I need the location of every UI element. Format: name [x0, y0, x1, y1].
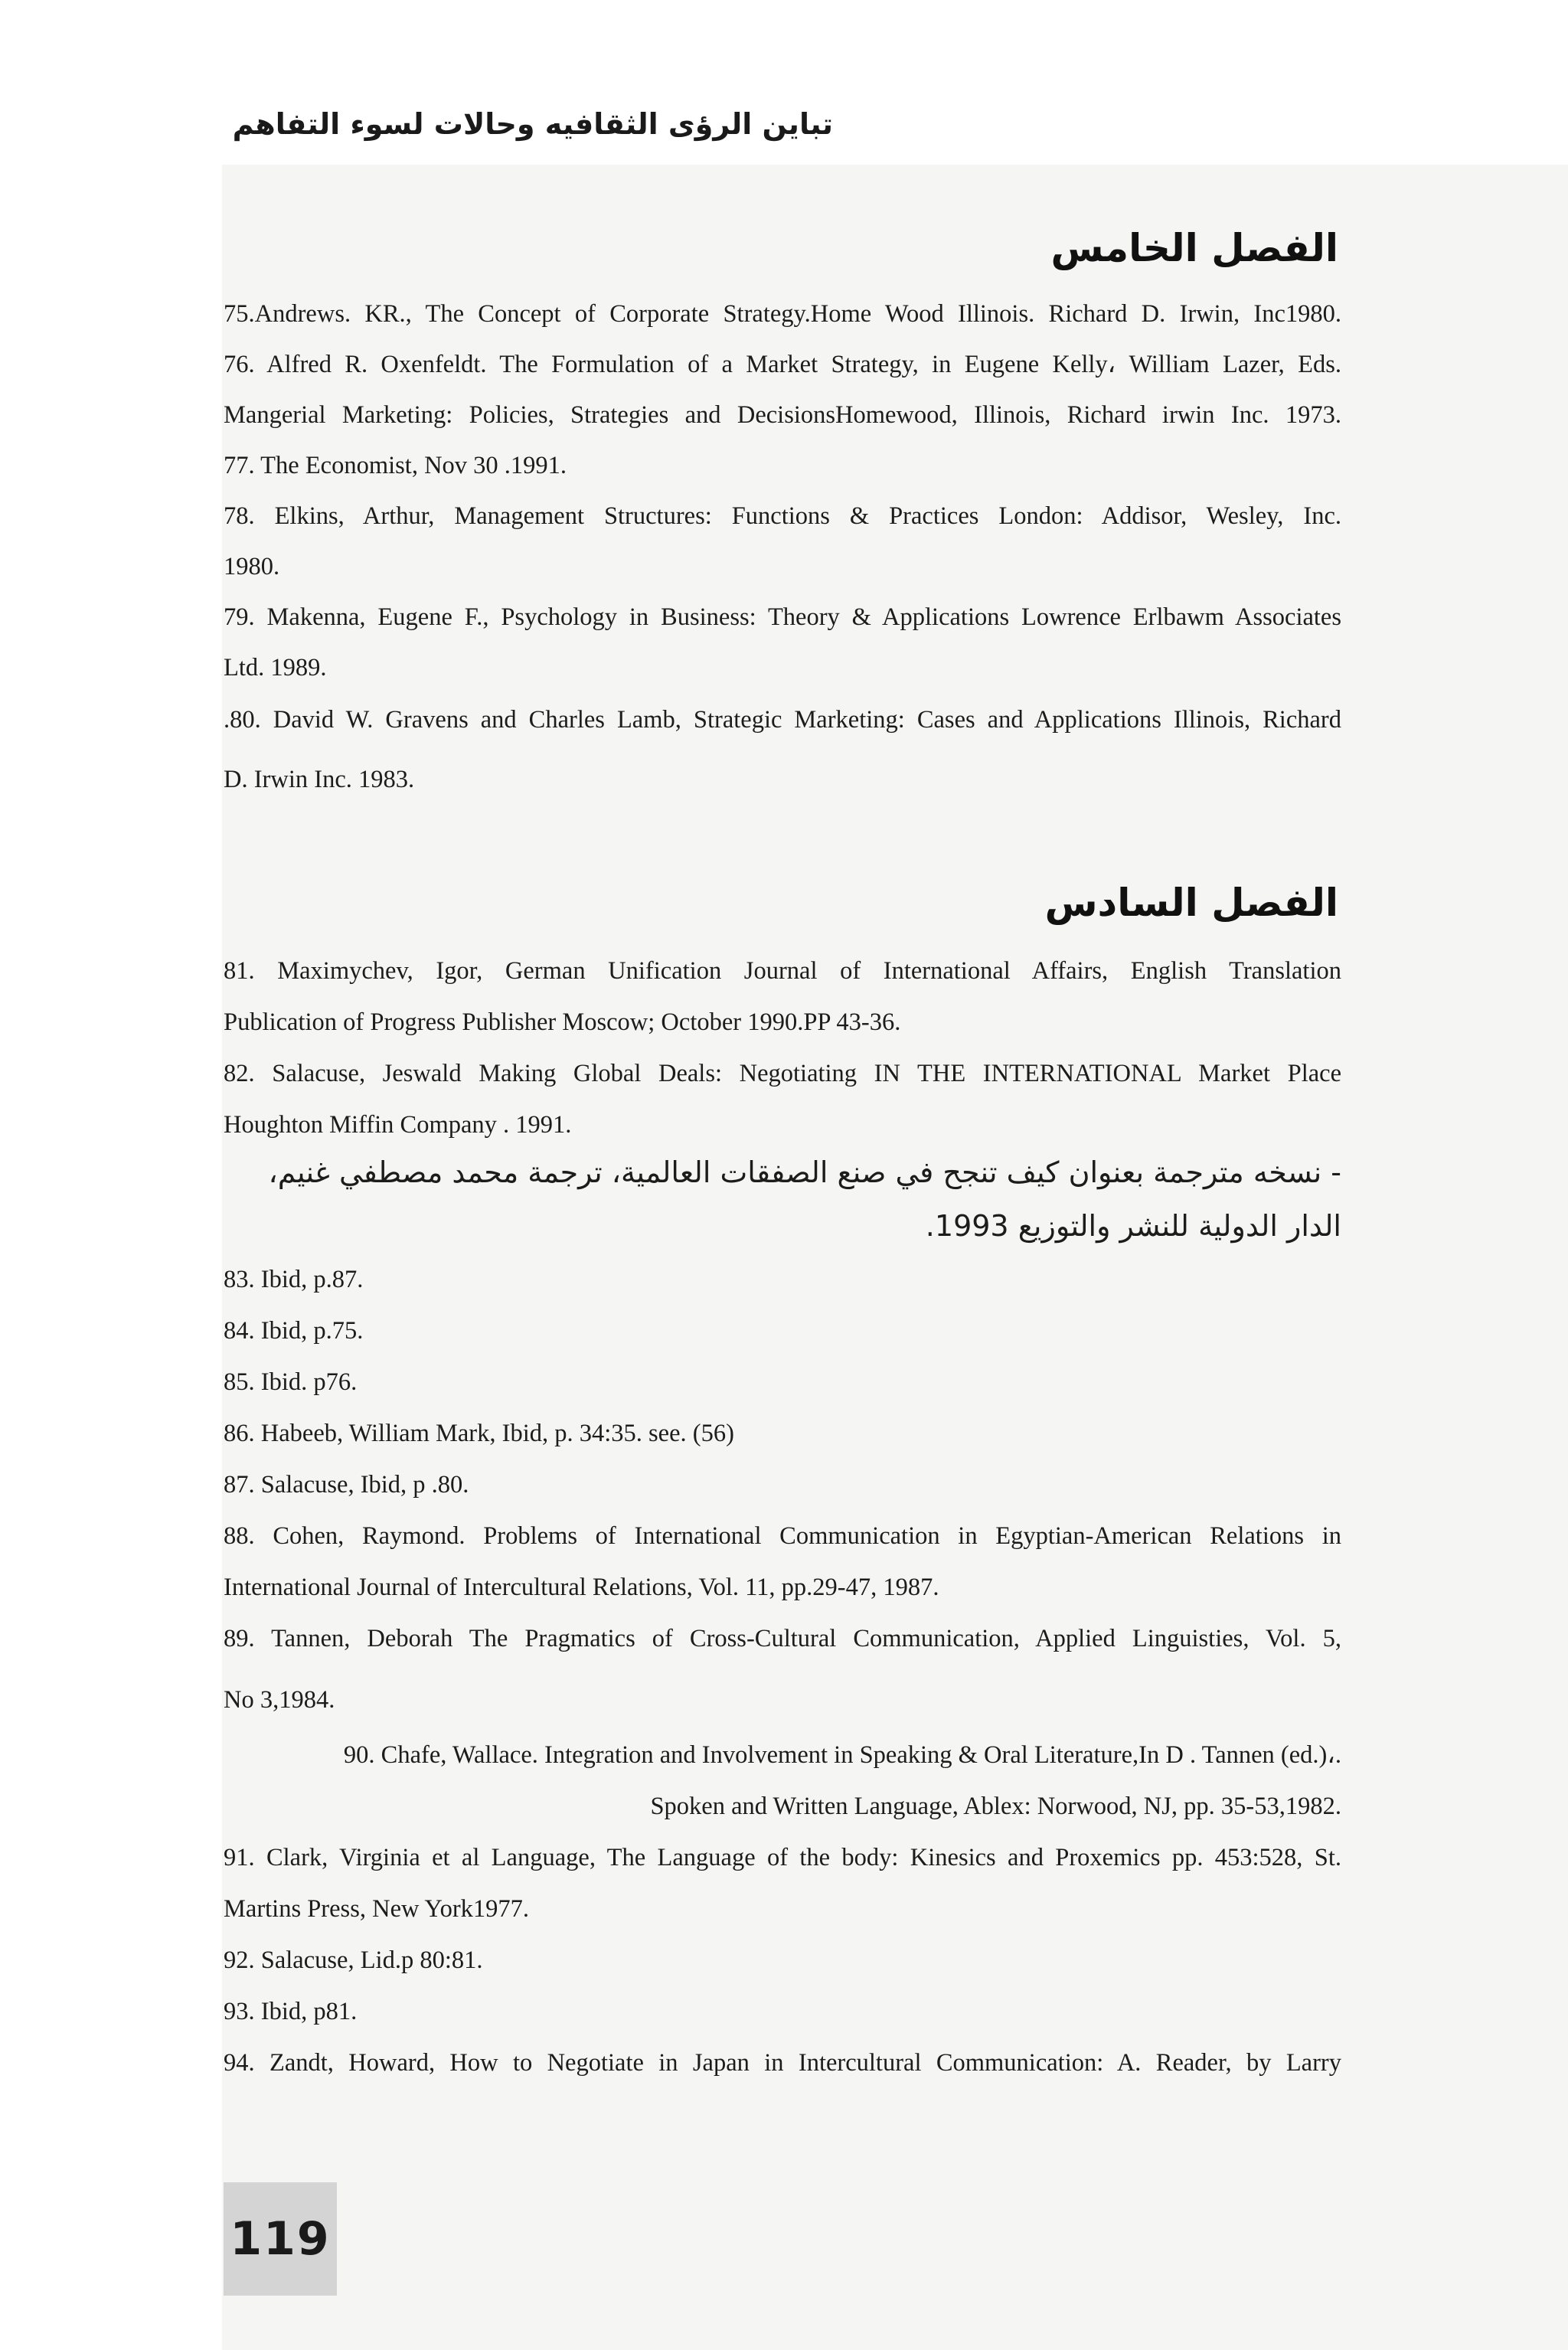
reference-line: 90. Chafe, Wallace. Integration and Involvement in Speaking & Oral Literature,In D . Tannen (ed.)،. [343, 1741, 1341, 1769]
reference-line: 81. Maximychev, Igor, German Unification Journal of International Affairs, English Translation [224, 957, 1341, 985]
reference-line: 77. The Economist, Nov 30 .1991. [224, 452, 567, 479]
reference-line: 1980. [224, 553, 280, 580]
reference-line: 84. Ibid, p.75. [224, 1317, 364, 1345]
reference-line: International Journal of Intercultural Relations, Vol. 11, pp.29-47, 1987. [224, 1574, 939, 1601]
reference-line: 86. Habeeb, William Mark, Ibid, p. 34:35. see. (56) [224, 1420, 734, 1447]
reference-line: 75.Andrews. KR., The Concept of Corporate Strategy.Home Wood Illinois. Richard D. Irwin, Inc1980. [224, 300, 1341, 328]
section-title-chapter-6: الفصل السادس [1044, 881, 1338, 925]
reference-line: Spoken and Written Language, Ablex: Norwood, NJ, pp. 35-53,1982. [650, 1793, 1341, 1820]
reference-line: 79. Makenna, Eugene F., Psychology in Business: Theory & Applications Lowrence Erlbawm Associates [224, 603, 1341, 631]
page-number: 119 [230, 2212, 331, 2266]
reference-line: 94. Zandt, Howard, How to Negotiate in Japan in Intercultural Communication: A. Reader, by Larry [224, 2049, 1341, 2077]
reference-line: 85. Ibid. p76. [224, 1368, 358, 1396]
page-number-box [224, 2182, 337, 2296]
reference-line-arabic: - نسخه مترجمة بعنوان كيف تنجح في صنع الصفقات العالمية، ترجمة محمد مصطفي غنيم، [268, 1155, 1341, 1189]
section-title-chapter-5: الفصل الخامس [1050, 226, 1338, 270]
reference-line: 78. Elkins, Arthur, Management Structures: Functions & Practices London: Addisor, Wesley, Inc. [224, 502, 1341, 530]
reference-line: 82. Salacuse, Jeswald Making Global Deals: Negotiating IN THE INTERNATIONAL Market Place [224, 1060, 1341, 1087]
reference-line: 76. Alfred R. Oxenfeldt. The Formulation of a Market Strategy, in Eugene Kelly، William Lazer, Eds. [224, 351, 1341, 378]
reference-line: 91. Clark, Virginia et al Language, The Language of the body: Kinesics and Proxemics pp. 453:528, St. [224, 1844, 1341, 1871]
reference-line: 83. Ibid, p.87. [224, 1266, 364, 1293]
reference-line: 93. Ibid, p81. [224, 1998, 358, 2025]
reference-line: D. Irwin Inc. 1983. [224, 766, 415, 793]
reference-line: No 3,1984. [224, 1686, 335, 1714]
reference-line: 89. Tannen, Deborah The Pragmatics of Cross-Cultural Communication, Applied Linguisties, Vol. 5, [224, 1625, 1341, 1652]
reference-line: 87. Salacuse, Ibid, p .80. [224, 1471, 469, 1499]
reference-line: 88. Cohen, Raymond. Problems of International Communication in Egyptian-American Relations in [224, 1522, 1341, 1550]
reference-line: Mangerial Marketing: Policies, Strategies and DecisionsHomewood, Illinois, Richard irwin Inc. 1973. [224, 401, 1341, 429]
reference-line-arabic: الدار الدولية للنشر والتوزيع 1993. [925, 1209, 1341, 1243]
reference-line: Houghton Miffin Company . 1991. [224, 1111, 572, 1139]
reference-line: Ltd. 1989. [224, 654, 327, 681]
running-header: تباين الرؤى الثقافيه وحالات لسوء التفاهم [232, 107, 833, 141]
reference-line: Publication of Progress Publisher Moscow; October 1990.PP 43-36. [224, 1008, 901, 1036]
reference-line: Martins Press, New York1977. [224, 1895, 530, 1923]
reference-line: 92. Salacuse, Lid.p 80:81. [224, 1946, 483, 1974]
reference-line: .80. David W. Gravens and Charles Lamb, Strategic Marketing: Cases and Applications Illinois, Richard [224, 706, 1341, 734]
